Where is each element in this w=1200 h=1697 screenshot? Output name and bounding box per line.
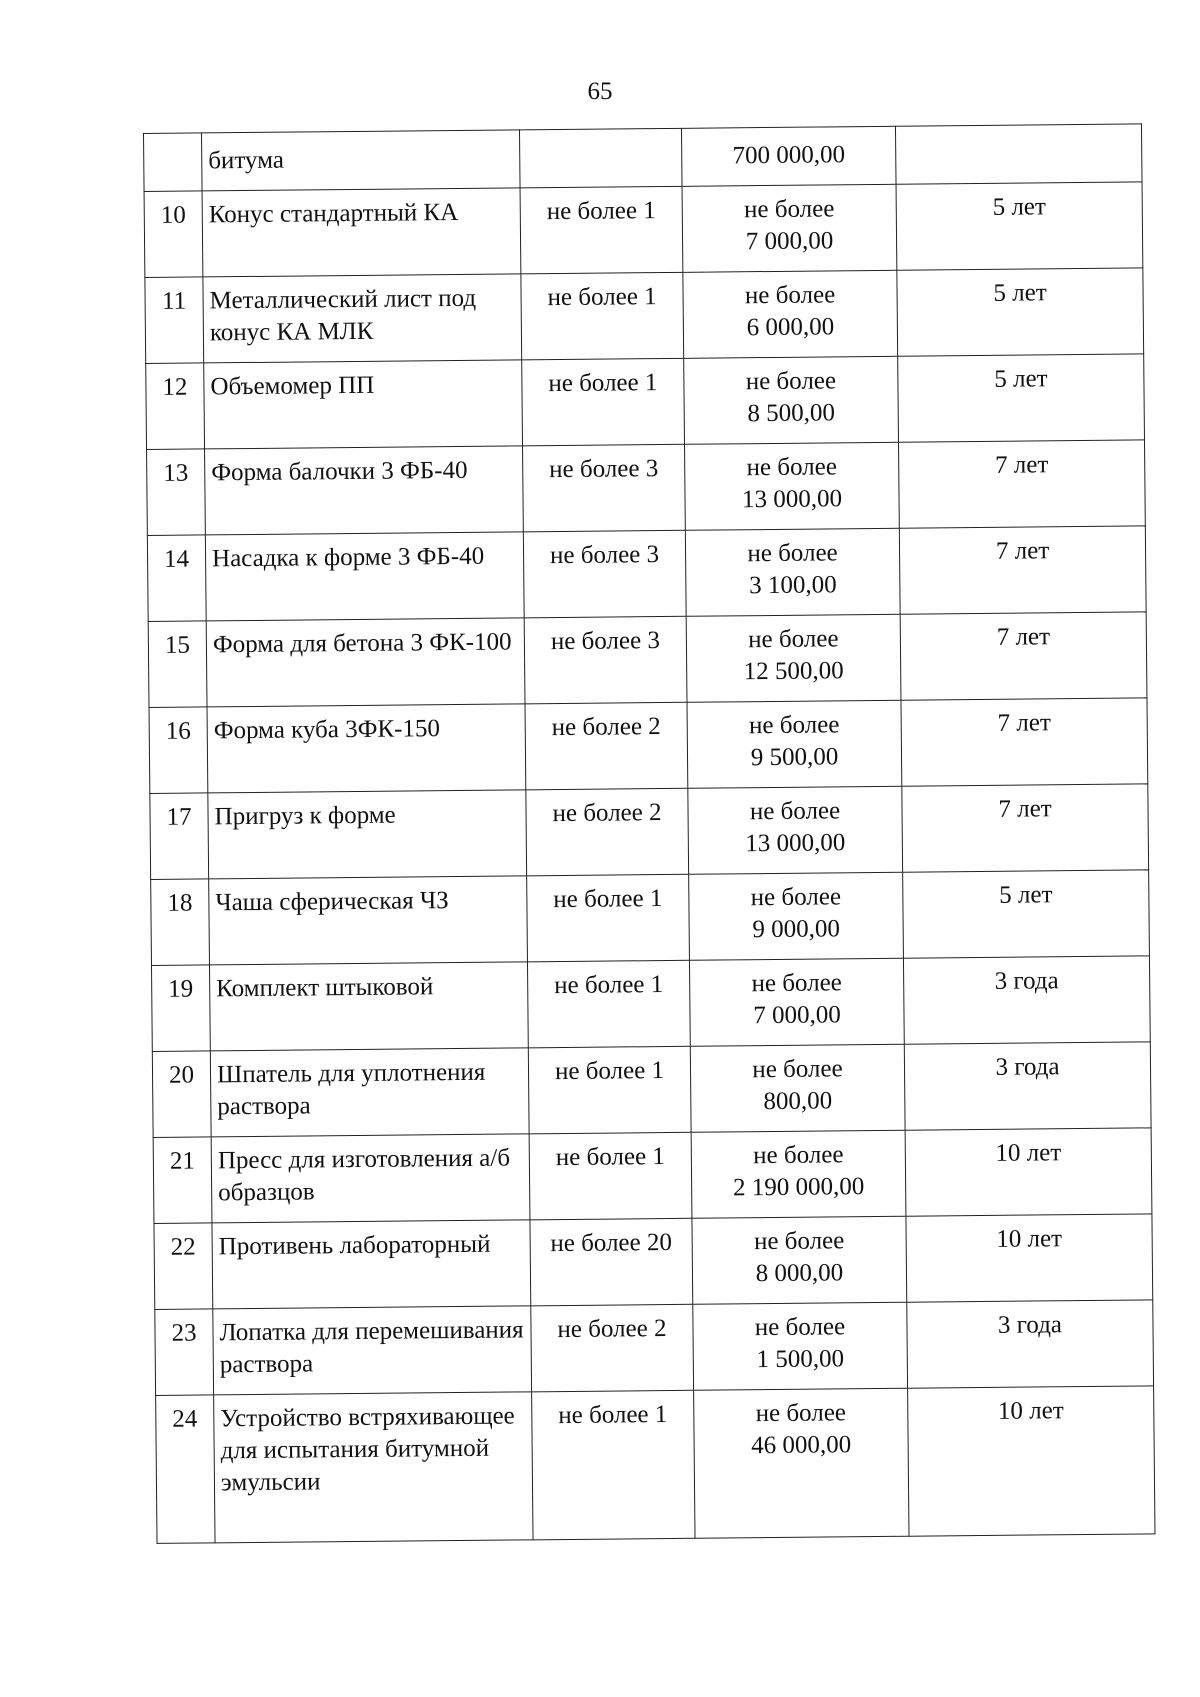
quantity-cell: не более 1 — [527, 874, 690, 962]
row-number-cell: 19 — [151, 965, 210, 1052]
item-name-cell: Устройство встряхивающее для испытания битумной эмульсии — [214, 1392, 533, 1543]
price-prefix: не более — [752, 1055, 843, 1084]
service-life-cell: 3 года — [904, 1042, 1151, 1130]
service-life-cell: 10 лет — [906, 1214, 1153, 1302]
price-value: 9 500,00 — [750, 743, 839, 772]
price-cell — [683, 270, 898, 358]
item-name-cell: Форма балочки 3 ФБ-40 — [205, 446, 524, 535]
price-value: 8 500,00 — [747, 399, 836, 428]
item-name-cell: Пригруз к форме — [208, 790, 527, 879]
price-value: 1 500,00 — [756, 1345, 845, 1374]
price-cell — [688, 786, 903, 874]
price-prefix: не более — [755, 1399, 847, 1428]
item-name-cell: Объемомер ПП — [204, 360, 523, 449]
price-cell — [687, 700, 902, 788]
price-cell — [689, 958, 904, 1046]
price-prefix: не более — [747, 539, 838, 568]
price-prefix: не более — [751, 969, 842, 998]
quantity-cell: не более 3 — [524, 616, 687, 704]
price-cell — [684, 356, 899, 444]
row-number-cell: 24 — [156, 1395, 215, 1544]
price-cell — [692, 1216, 907, 1304]
item-name-cell: Лопатка для перемешивания раствора — [213, 1306, 532, 1395]
service-life-cell: 7 лет — [900, 612, 1147, 700]
price-value: 6 000,00 — [746, 313, 835, 342]
service-life-cell: 7 лет — [902, 784, 1149, 872]
service-life-cell: 10 лет — [908, 1386, 1155, 1536]
quantity-cell: не более 1 — [529, 1132, 692, 1220]
equipment-table — [143, 123, 1155, 1544]
table-row — [151, 870, 1150, 966]
price-cell — [694, 1388, 909, 1538]
quantity-cell: не более 2 — [525, 702, 688, 790]
price-value: 2 190 000,00 — [732, 1173, 865, 1202]
price-value: 9 000,00 — [752, 915, 841, 944]
price-prefix: не более — [749, 797, 841, 826]
price-cell — [693, 1302, 908, 1390]
item-name-cell: Комплект штыковой — [209, 962, 528, 1051]
table-row — [145, 268, 1144, 364]
row-number-cell: 10 — [144, 191, 203, 278]
item-name-cell: Насадка к форме 3 ФБ-40 — [205, 532, 524, 621]
price-cell — [689, 872, 904, 960]
table-row — [154, 1214, 1153, 1310]
price-value: 800,00 — [763, 1087, 833, 1116]
quantity-cell: не более 2 — [526, 788, 689, 876]
price-value: 8 000,00 — [755, 1259, 844, 1288]
table-row — [146, 354, 1145, 450]
price-value: 13 000,00 — [745, 829, 846, 858]
row-number-cell: 14 — [147, 535, 206, 622]
quantity-cell: не более 2 — [531, 1304, 694, 1392]
service-life-cell: 10 лет — [905, 1128, 1152, 1216]
service-life-cell: 5 лет — [898, 354, 1145, 442]
row-number-cell: 17 — [150, 793, 209, 880]
price-cell: 700 000,00 — [681, 126, 896, 186]
table-row — [144, 182, 1143, 278]
item-name-cell: Форма для бетона 3 ФК-100 — [206, 618, 525, 707]
price-value: 46 000,00 — [750, 1431, 852, 1460]
price-value: 7 000,00 — [745, 227, 834, 256]
page-number: 65 — [587, 78, 613, 105]
row-number-cell: 11 — [145, 277, 204, 364]
price-value: 13 000,00 — [741, 485, 843, 514]
quantity-cell: не более 1 — [528, 1046, 691, 1134]
row-number-cell: 21 — [153, 1137, 212, 1224]
table-row — [156, 1386, 1155, 1544]
table-row — [147, 526, 1146, 622]
quantity-cell: не более 1 — [521, 272, 684, 360]
service-life-cell: 7 лет — [901, 698, 1148, 786]
price-cell — [685, 442, 900, 530]
table-row-continuation — [144, 124, 1143, 192]
quantity-cell: не более 1 — [520, 186, 683, 274]
item-name-cell: битума — [202, 130, 521, 191]
item-name-cell: Форма куба 3ФК-150 — [207, 704, 526, 793]
item-name-cell: Шпатель для уплотнения раствора — [210, 1048, 529, 1137]
row-number-cell — [144, 133, 203, 192]
service-life-cell: 5 лет — [896, 182, 1143, 270]
item-name-cell: Чаша сферическая ЧЗ — [209, 876, 528, 965]
row-number-cell: 16 — [149, 707, 208, 794]
row-number-cell: 12 — [146, 363, 205, 450]
price-cell — [682, 184, 897, 272]
price-prefix: не более — [745, 367, 837, 396]
service-life-cell: 5 лет — [903, 870, 1150, 958]
price-prefix: не более — [746, 453, 838, 482]
table-row — [149, 698, 1148, 794]
service-life-cell: 5 лет — [897, 268, 1144, 356]
table-row — [152, 1042, 1151, 1138]
table-body — [144, 124, 1155, 1544]
quantity-cell: не более 1 — [527, 960, 690, 1048]
service-life-cell: 3 года — [903, 956, 1150, 1044]
row-number-cell: 20 — [152, 1051, 211, 1138]
price-prefix: не более — [753, 1141, 844, 1170]
price-cell — [685, 528, 900, 616]
price-value: 3 100,00 — [748, 571, 837, 600]
price-prefix: не более — [750, 883, 842, 912]
price-cell — [691, 1130, 906, 1218]
row-number-cell: 15 — [148, 621, 207, 708]
table-row — [150, 784, 1149, 880]
price-cell — [690, 1044, 905, 1132]
table-row — [147, 440, 1146, 536]
price-prefix: не более — [754, 1313, 846, 1342]
price-prefix: не более — [753, 1227, 845, 1256]
price-value: 12 500,00 — [743, 657, 844, 686]
quantity-cell: не более 1 — [522, 358, 685, 446]
service-life-cell — [895, 124, 1142, 184]
table-row — [155, 1300, 1154, 1396]
price-prefix: не более — [748, 711, 840, 740]
row-number-cell: 18 — [151, 879, 210, 966]
item-name-cell: Пресс для изготовления а/б образцов — [211, 1134, 530, 1223]
quantity-cell: не более 20 — [530, 1218, 693, 1306]
item-name-cell: Конус стандартный КА — [202, 188, 521, 277]
quantity-cell — [519, 128, 682, 188]
row-number-cell: 13 — [147, 449, 206, 536]
price-prefix: не более — [743, 195, 835, 224]
service-life-cell: 3 года — [907, 1300, 1154, 1388]
table-row — [153, 1128, 1152, 1224]
row-number-cell: 22 — [154, 1223, 213, 1310]
price-value: 7 000,00 — [753, 1001, 841, 1030]
table-row — [151, 956, 1150, 1052]
item-name-cell: Металлический лист под конус КА МЛК — [203, 274, 522, 363]
quantity-cell: не более 3 — [523, 444, 686, 532]
item-name-cell: Противень лабораторный — [212, 1220, 531, 1309]
price-prefix: не более — [744, 281, 836, 310]
price-prefix: не более — [748, 625, 839, 654]
row-number-cell: 23 — [155, 1309, 214, 1396]
service-life-cell: 7 лет — [899, 526, 1146, 614]
quantity-cell: не более 3 — [523, 530, 686, 618]
service-life-cell: 7 лет — [899, 440, 1146, 528]
price-cell — [686, 614, 901, 702]
quantity-cell: не более 1 — [532, 1390, 695, 1540]
table-row — [148, 612, 1147, 708]
